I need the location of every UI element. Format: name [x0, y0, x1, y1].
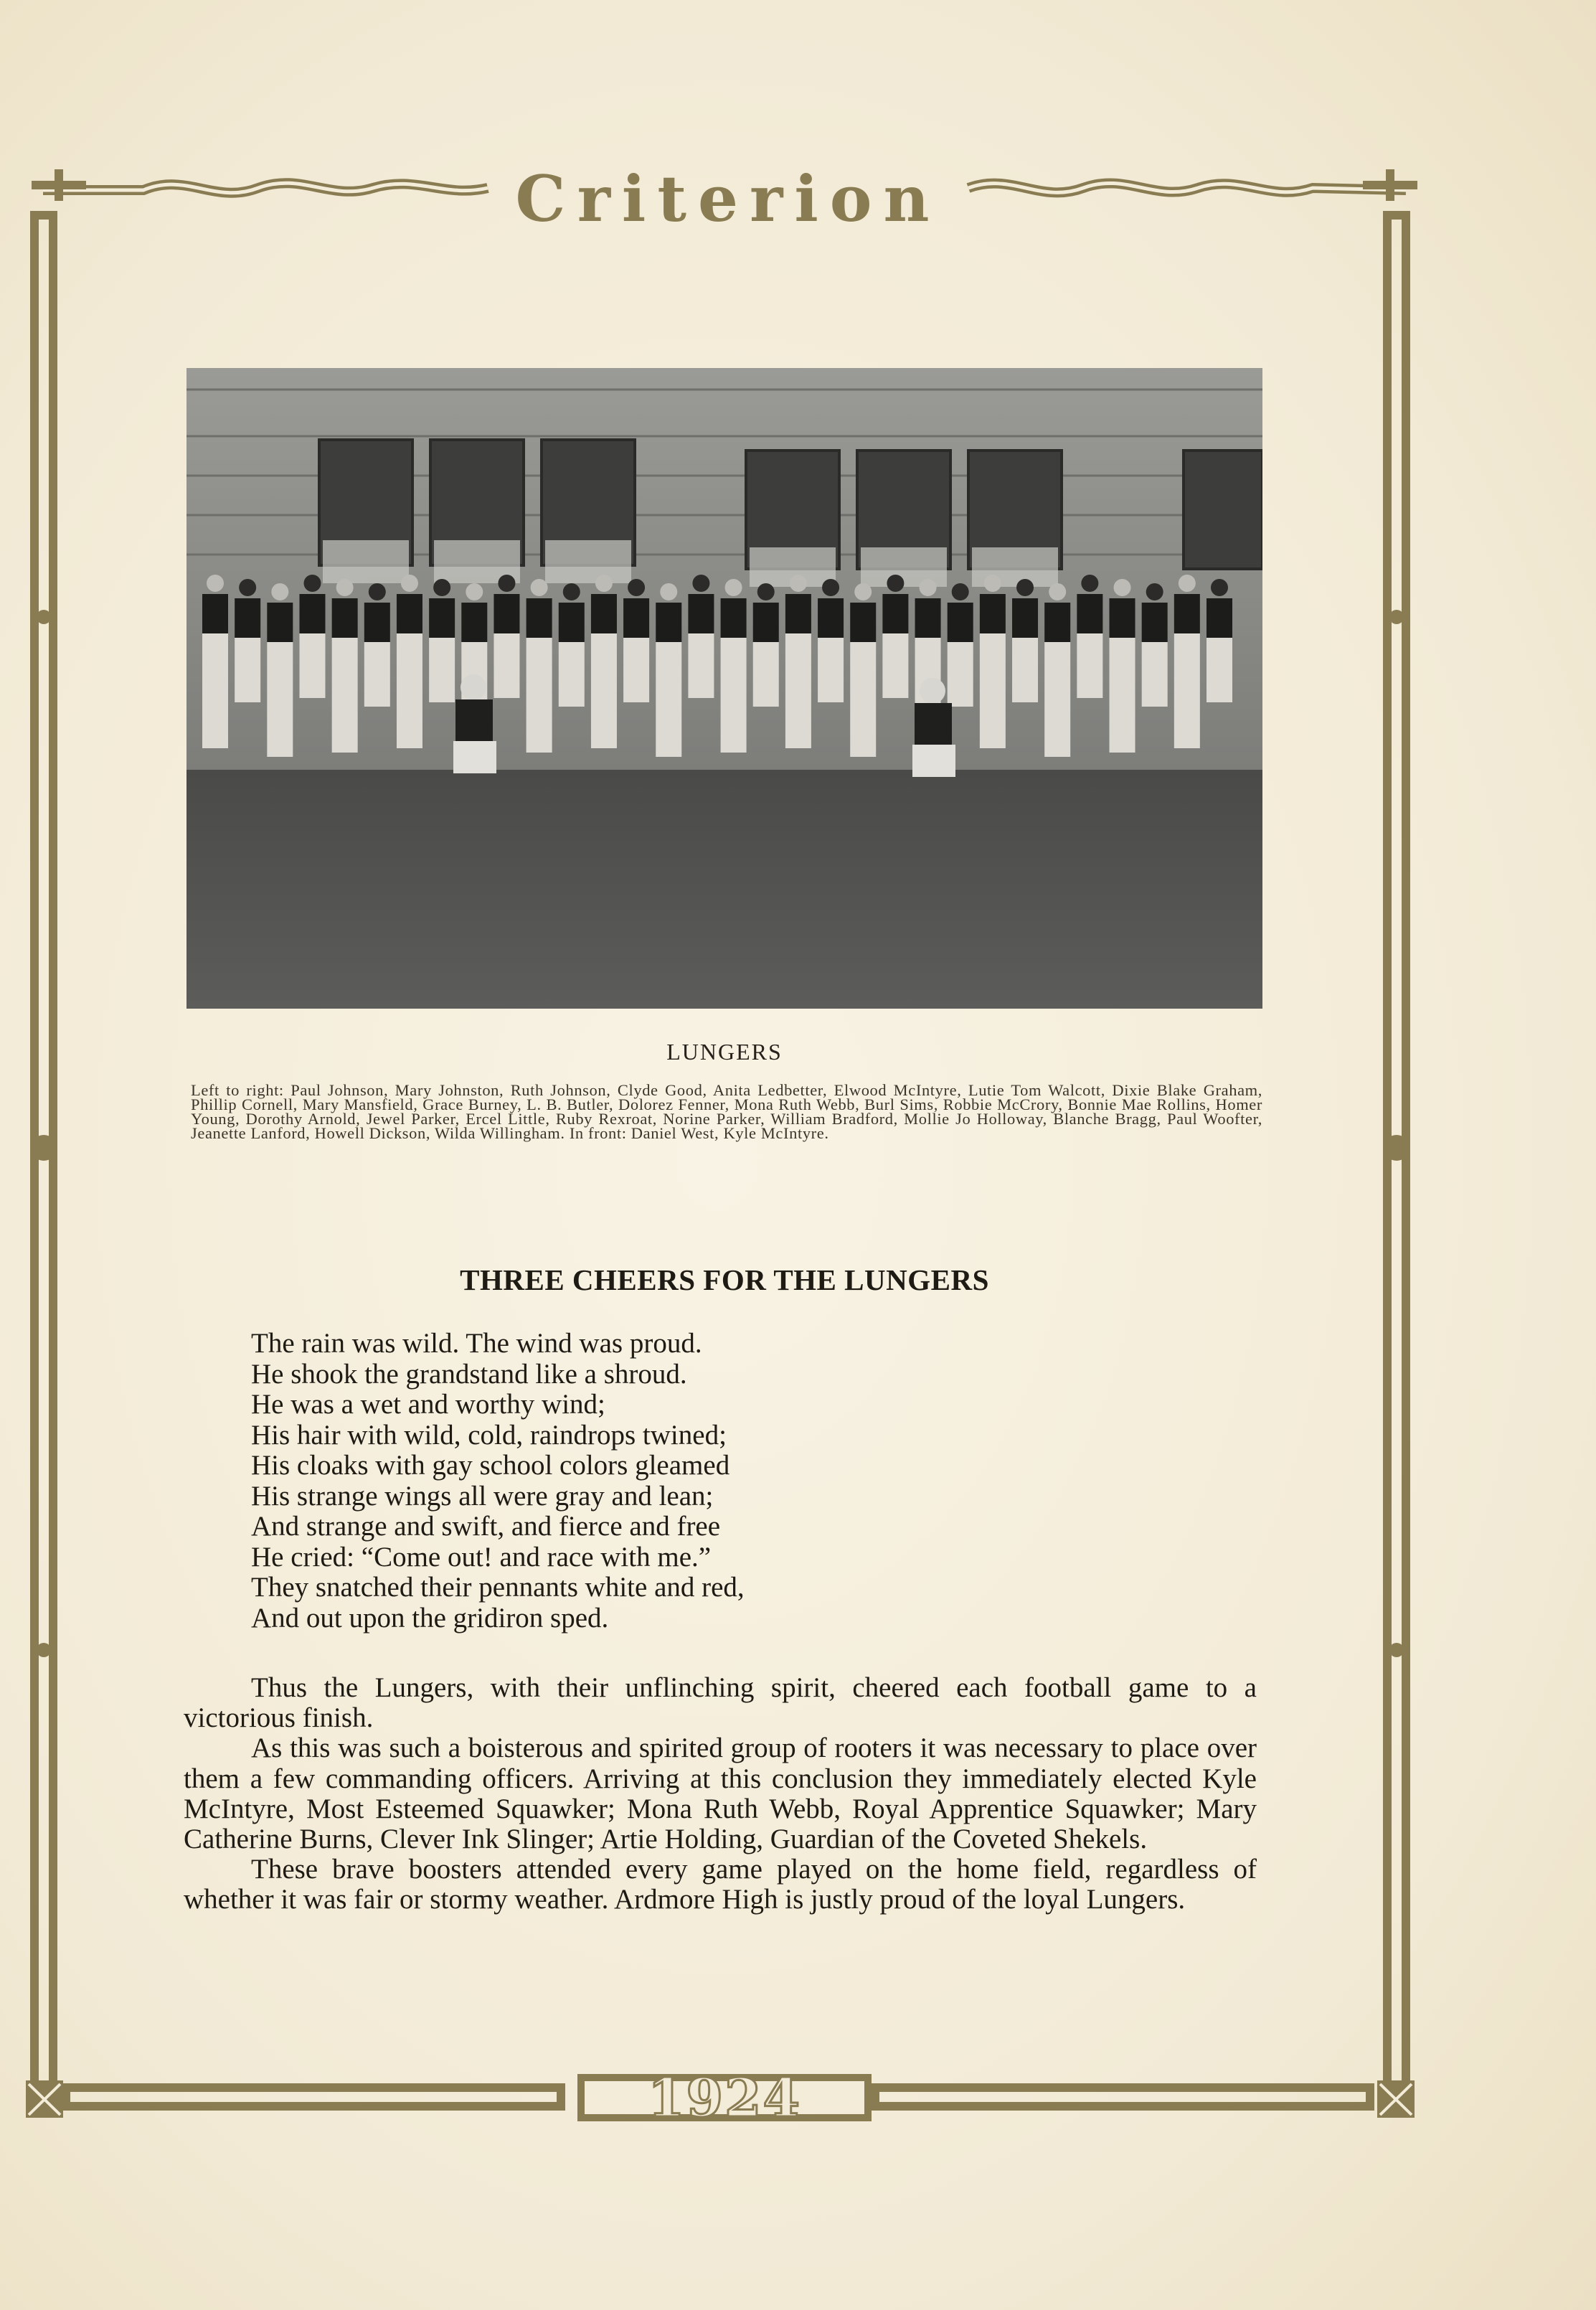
body-text: [184, 1673, 1257, 1915]
poem-line: He was a wet and worthy wind;: [251, 1389, 605, 1420]
poem-line: The rain was wild. The wind was proud.: [251, 1328, 702, 1359]
poem-line: He shook the grandstand like a shroud.: [251, 1358, 687, 1390]
poem-line: And strange and swift, and fierce and free: [251, 1511, 721, 1542]
poem-line: His cloaks with gay school colors gleamed: [251, 1450, 730, 1481]
group-photo: [186, 368, 1262, 1009]
poem-line: His hair with wild, cold, raindrops twined;: [251, 1419, 727, 1451]
paragraph: These brave boosters attended every game played on the home field, regardless of whether it was fair or stormy weather. Ardmore High is justly proud of the loyal Lungers.: [184, 1854, 1257, 1915]
poem-line: He cried: “Come out! and race with me.”: [251, 1541, 712, 1573]
poem-line: And out upon the gridiron sped.: [251, 1602, 609, 1634]
section-heading: THREE CHEERS FOR THE LUNGERS: [460, 1263, 989, 1296]
footer-year: 1924: [648, 2068, 801, 2129]
photo-caption-names: Left to right: Paul Johnson, Mary Johnston, Ruth Johnson, Clyde Good, Anita Ledbetter, Elwood McIntyre, Lutie Tom Walcott, Dixie Blake Graham, Phillip Cornell, Mary Mansfield, Grace Burney, L. B. Butler, Dolorez Fenner, Mona Ruth Webb, Burl Sims, Robbie McCrory, Bonnie Mae Rollins, Homer Young, Dorothy Arnold, Jewel Parker, Ercel Little, Ruby Rexroat, Norine Parker, William Bradford, Mollie Jo Holloway, Blanche Bragg, Paul Woofter, Jeanette Lanford, Howell Dickson, Wilda Willingham. In front: Daniel West, Kyle McIntyre.: [191, 1081, 1262, 1142]
poem-line: They snatched their pennants white and red,: [251, 1572, 745, 1603]
paragraph: Thus the Lungers, with their unflinching spirit, cheered each football game to a victorious finish.: [184, 1672, 1257, 1734]
photo-caption-title: LUNGERS: [666, 1039, 783, 1065]
poem-line: His strange wings all were gray and lean;: [251, 1480, 714, 1512]
page-header-title: Criterion: [515, 161, 941, 236]
poem: [251, 1329, 1184, 1634]
paragraph: As this was such a boisterous and spirited group of rooters it was necessary to place over them a few commanding officers. Arriving at this conclusion they immediately elected Kyle McIntyre, Most Esteemed Squawker; Mona Ruth Webb, Royal Apprentice Squawker; Mary Catherine Burns, Clever Ink Slinger; Artie Holding, Guardian of the Coveted Shekels.: [184, 1732, 1257, 1855]
